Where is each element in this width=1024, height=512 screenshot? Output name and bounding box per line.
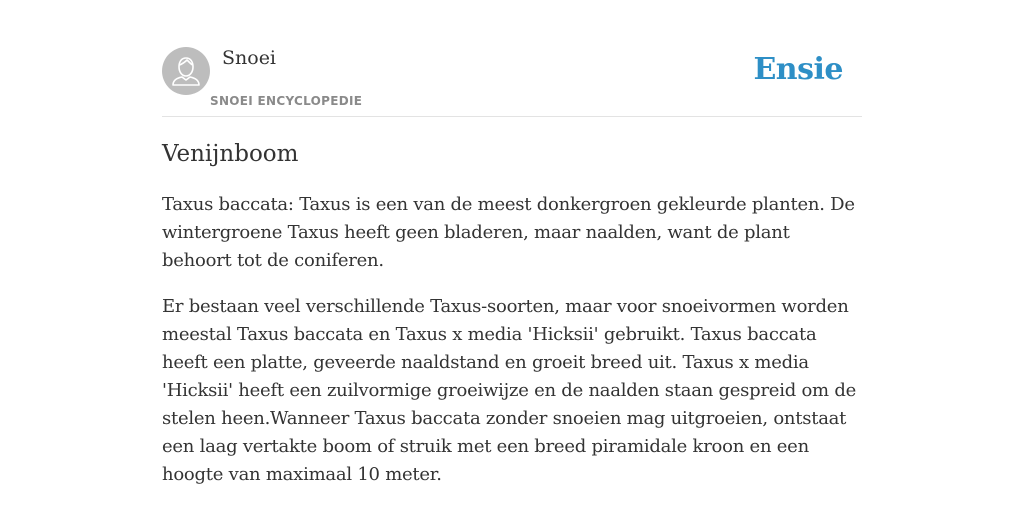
header	[162, 44, 862, 117]
article-paragraph: Taxus baccata: Taxus is een van de meest donkergroen gekleurde planten. De wintergroene Taxus heeft geen bladeren, maar naalden, want de plant behoort tot de coniferen.	[162, 194, 855, 271]
article-title: Venijnboom	[162, 141, 299, 167]
author-name[interactable]: Snoei	[222, 47, 277, 69]
user-avatar-icon[interactable]	[162, 47, 210, 95]
article-paragraph: Er bestaan veel verschillende Taxus-soorten, maar voor snoeivormen worden meestal Taxus baccata en Taxus x media 'Hicksii' gebruikt. Taxus baccata heeft een platte, geveerde naaldstand en groeit breed uit. Taxus x media 'Hicksii' heeft een zuilvormige groeiwijze en de naalden staan gespreid om de stelen heen.Wanneer Taxus baccata zonder snoeien mag uitgroeien, ontstaat een laag vertakte boom of struik met een breed piramidale kroon en een hoogte van maximaal 10 meter.	[162, 296, 856, 485]
ensie-logo[interactable]: Ensie	[753, 52, 843, 87]
article	[162, 137, 862, 507]
encyclopedia-name[interactable]: SNOEI ENCYCLOPEDIE	[210, 94, 363, 108]
